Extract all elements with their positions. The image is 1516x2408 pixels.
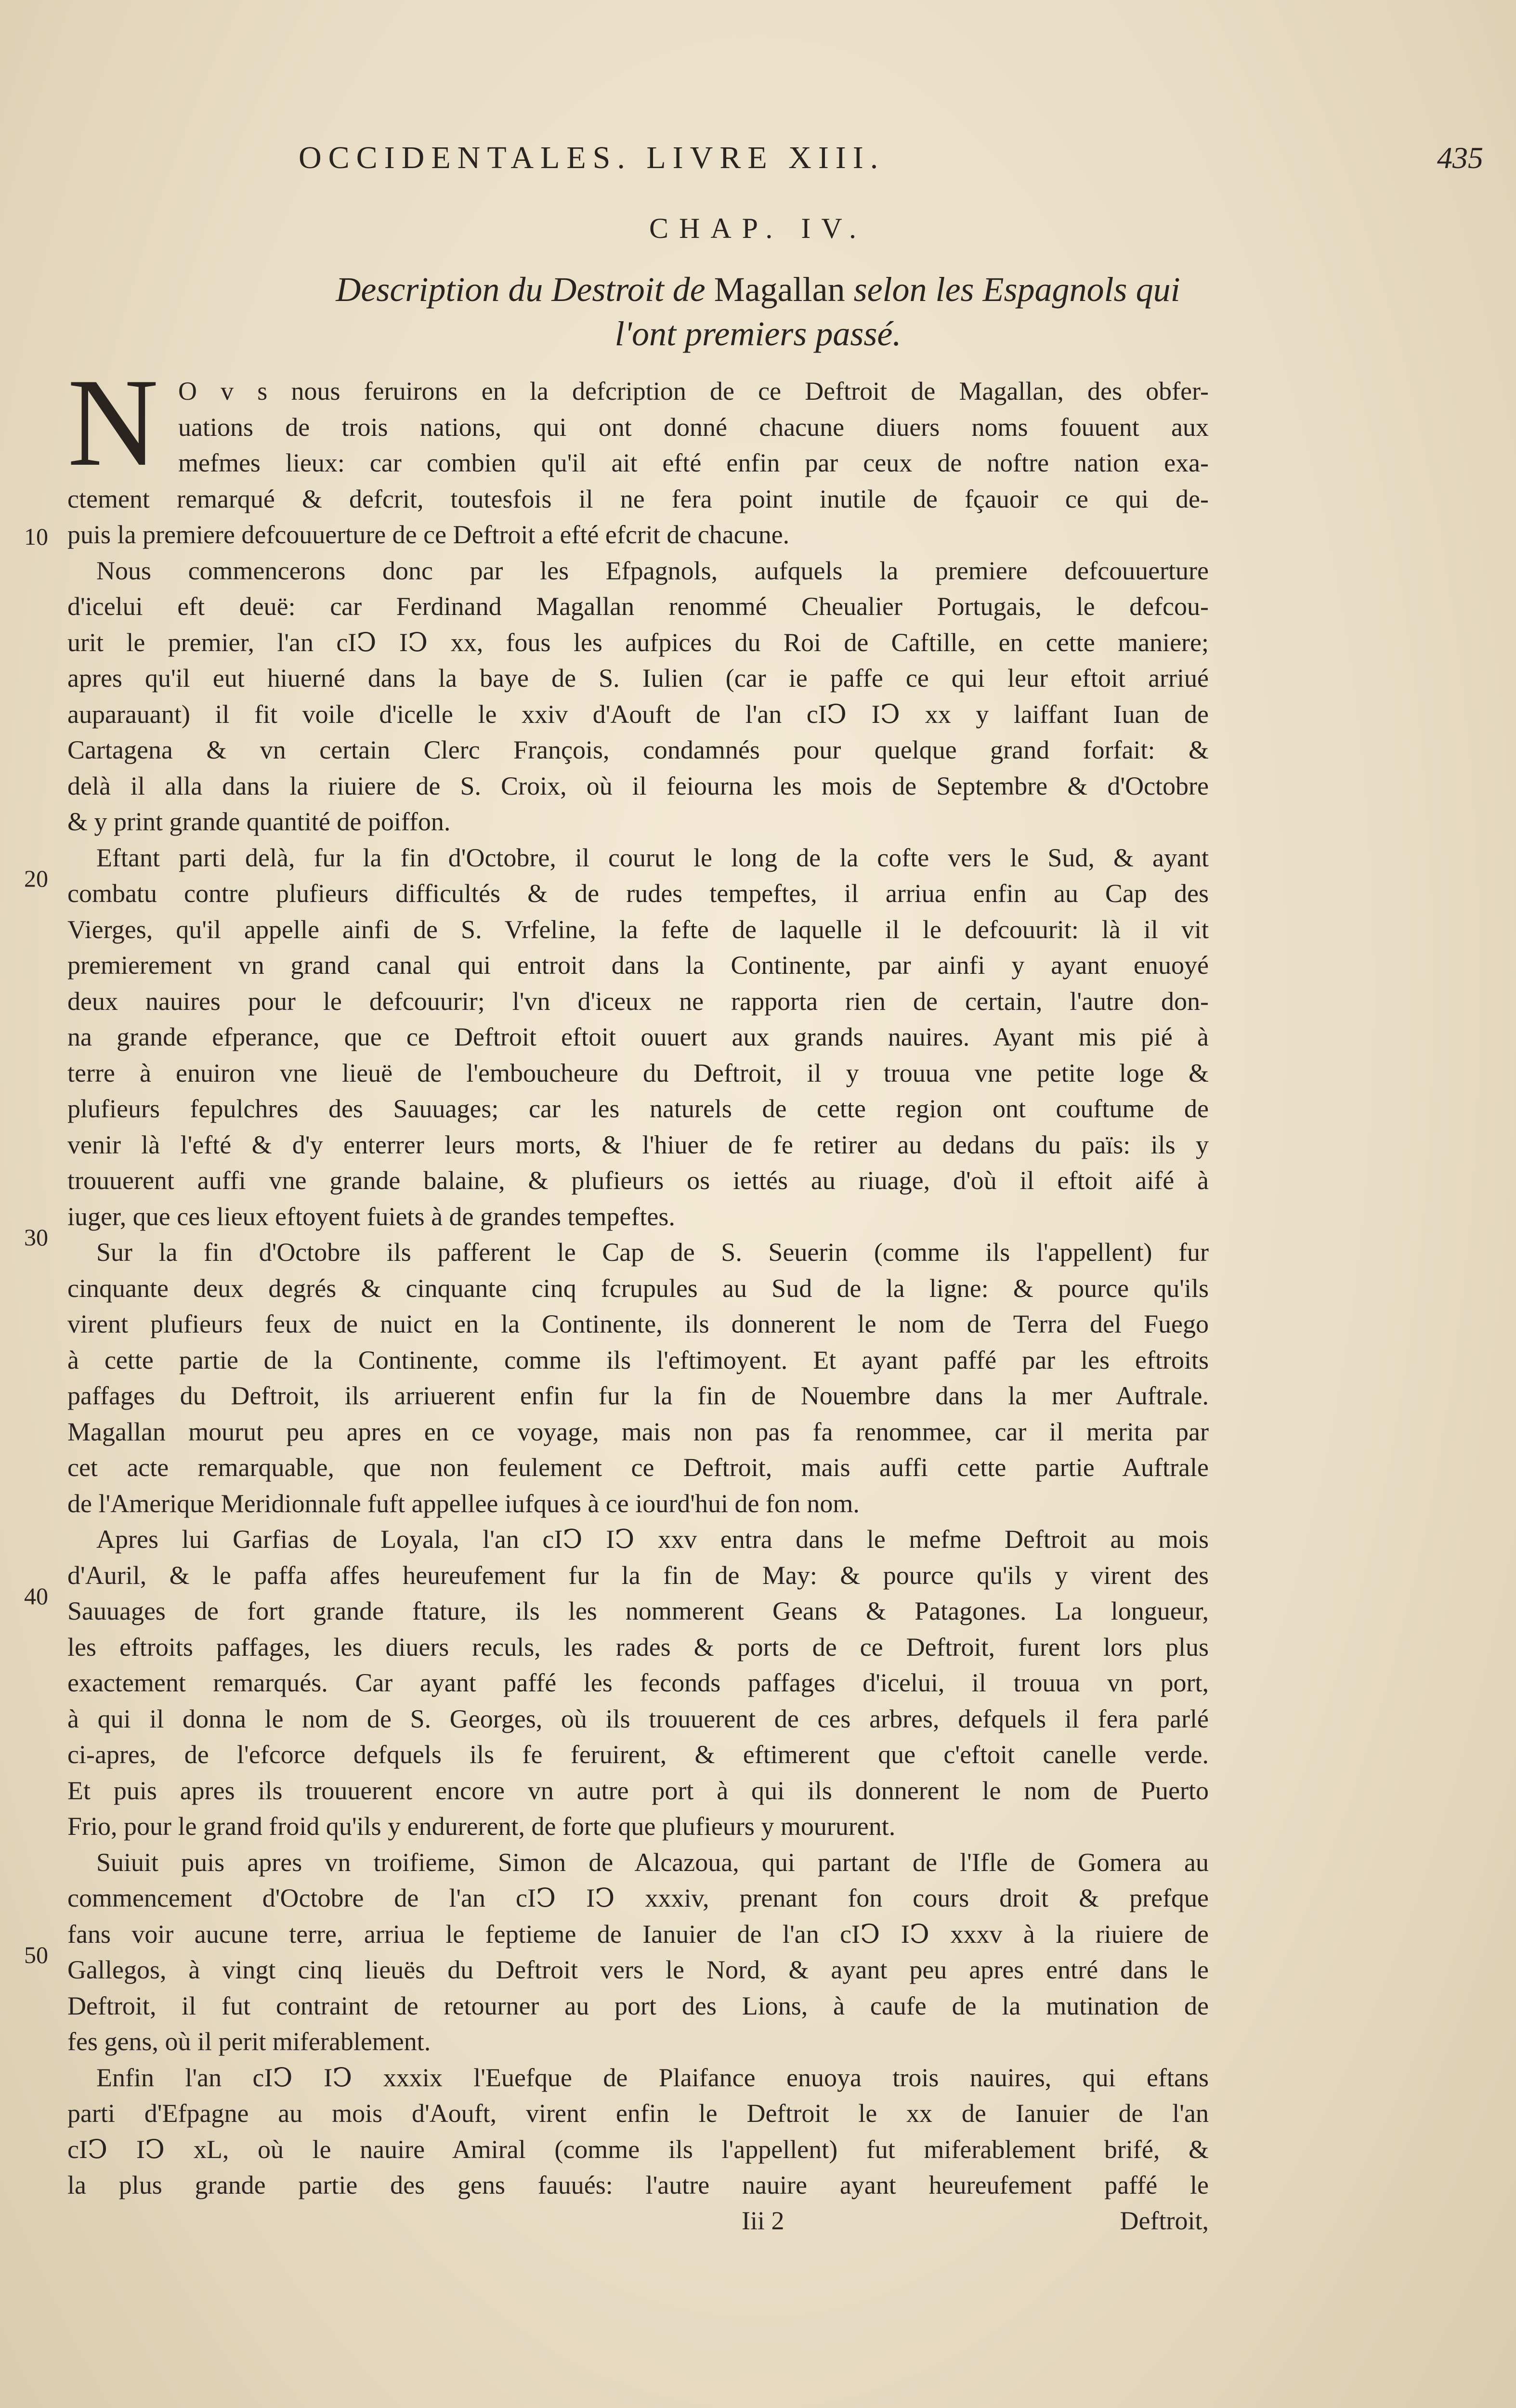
page-footer (67, 2206, 1209, 2244)
text-line: Vierges, qu'il appelle ainfi de S. Vrfeline, la fefte de laquelle il le defcouurit: là il vit (67, 915, 1209, 944)
text-line: urit le premier, l'an cIↃ IↃ xx, fous les aufpices du Roi de Caftille, en cette maniere; (67, 628, 1209, 657)
text-line: uations de trois nations, qui ont donné chacune diuers noms fouuent aux (178, 412, 1209, 442)
text-line: Deftroit, il fut contraint de retourner au port des Lions, à caufe de la mutination de (67, 1991, 1209, 2020)
text-line: d'Auril, & le paffa affes heureufement fur la fin de May: & pource qu'ils y virent des (67, 1560, 1209, 1590)
text-line: apres qu'il eut hiuerné dans la baye de S. Iulien (car ie paffe ce qui leur eftoit arriué (67, 664, 1209, 693)
text-line: fes gens, où il perit miferablement. (67, 2027, 431, 2056)
text-line: cet acte remarquable, que non feulement ce Deftroit, mais auffi cette partie Auftrale (67, 1453, 1209, 1482)
drop-cap: N (67, 353, 159, 492)
catchword: Deftroit, (1120, 2206, 1209, 2235)
text-line: Frio, pour le grand froid qu'ils y endurerent, de forte que plufieurs y moururent. (67, 1812, 896, 1841)
chapter-heading: CHAP. IV. (649, 212, 867, 244)
text-line: combatu contre plufieurs difficultés & de rudes tempeftes, il arriua enfin au Cap des (67, 879, 1209, 908)
text-line: Suiuit puis apres vn troifieme, Simon de Alcazoua, qui partant de l'Ifle de Gomera au (96, 1847, 1209, 1877)
text-line: iuger, que ces lieux eftoyent fuiets à de grandes tempeftes. (67, 1202, 675, 1231)
body-text (67, 373, 1209, 2203)
line-number: 10 (24, 523, 48, 550)
line-number: 40 (24, 1583, 48, 1610)
text-line: de l'Amerique Meridionnale fuft appellee iufques à ce iourd'hui de fon nom. (67, 1489, 860, 1518)
text-line: à qui il donna le nom de S. Georges, où ils trouuerent de ces arbres, defquels il fera parlé (67, 1704, 1209, 1733)
text-line: terre à enuiron vne lieuë de l'embouchеure du Deftroit, il y trouua vne petite loge & (67, 1058, 1209, 1087)
text-line: O v s nous feruirons en la defcription de ce Deftroit de Magallan, des obfer- (178, 377, 1209, 406)
chapter-title-name: Magallan (714, 270, 845, 309)
text-line: paffages du Deftroit, ils arriuerent enfin fur la fin de Nouembre dans la mer Auftrale. (67, 1381, 1209, 1410)
chapter-title (144, 267, 1372, 356)
chapter-title-part2: selon les Espagnols qui (853, 270, 1180, 309)
text-line: Nous commencerons donc par les Efpagnols, aufquels la premiere defcouuerture (96, 556, 1209, 585)
text-line: la plus grande partie des gens fauués: l'autre nauire ayant heureufement paffé le (67, 2171, 1209, 2199)
text-line: à cette partie de la Continente, comme ils l'eftimoyent. Et ayant paffé par les eftroits (67, 1345, 1209, 1374)
text-line: Eftant parti delà, fur la fin d'Octobre, il courut le long de la cofte vers le Sud, & ayant (96, 843, 1209, 872)
text-line: Et puis apres ils trouuerent encore vn autre port à qui ils donnerent le nom de Puerto (67, 1776, 1209, 1805)
chapter-title-part1: Description du Destroit de (336, 270, 706, 309)
text-line: parti d'Efpagne au mois d'Aouft, virent enfin le Deftroit le xx de Ianuier de l'an (67, 2099, 1209, 2128)
text-line: ci-apres, de l'efcorce defquels ils fe feruirent, & eftimerent que c'eftoit canelle verde. (67, 1740, 1209, 1769)
text-line: premierement vn grand canal qui entroit dans la Continente, par ainfi y ayant enuoyé (67, 951, 1209, 980)
running-head (299, 140, 1483, 197)
page-number: 435 (1437, 141, 1483, 175)
text-line: Enfin l'an cIↃ IↃ xxxix l'Euefque de Plaifance enuoya trois nauires, qui eftans (96, 2063, 1209, 2092)
text-line: auparauant) il fit voile d'icelle le xxiv d'Aouft de l'an cIↃ IↃ xx y laiffant Iuan de (67, 699, 1209, 729)
text-line: ctement remarqué & defcrit, toutesfois il ne fera point inutile de fçauoir ce qui de- (67, 484, 1209, 513)
text-line: deux nauires pour le defcouurir; l'vn d'iceux ne rapporta rien de certain, l'autre don- (67, 986, 1209, 1016)
text-line: cinquante deux degrés & cinquante cinq fcrupules au Sud de la ligne: & pource qu'ils (67, 1273, 1209, 1303)
text-line: venir là l'efté & d'y enterrer leurs morts, & l'hiuer de fe retirer au dedans du païs: ils y (67, 1130, 1209, 1159)
text-line: les eftroits paffages, les diuers reculs, les rades & ports de ce Deftroit, furent lors plus (67, 1632, 1209, 1662)
text-line: Magallan mourut peu apres en ce voyage, mais non pas fa renommee, car il merita par (67, 1417, 1209, 1446)
line-number: 30 (24, 1224, 48, 1251)
text-line: na grande efperance, que ce Deftroit eftoit ouuert aux grands nauires. Ayant mis pié à (67, 1022, 1209, 1051)
text-line: cIↃ IↃ xL, où le nauire Amiral (comme ils l'appellent) fut miferablement brifé, & (67, 2134, 1209, 2164)
text-line: Cartagena & vn certain Clerc François, condamnés pour quelque grand forfait: & (67, 735, 1209, 764)
line-number: 50 (24, 1941, 48, 1968)
text-line: puis la premiere defcouuerture de ce Deftroit a efté efcrit de chacune. (67, 520, 790, 549)
text-line: trouuerent auffi vne grande balaine, & plufieurs os iettés au riuage, d'où il eftoit aifé à (67, 1166, 1209, 1195)
text-line: delà il alla dans la riuiere de S. Croix, où il feiourna les mois de Septembre & d'Octobre (67, 771, 1209, 800)
text-line: Sur la fin d'Octobre ils pafferent le Cap de S. Seuerin (comme ils l'appellent) fur (96, 1238, 1209, 1267)
text-line: plufieurs fepulchres des Sauuages; car les naturels de cette region ont couftume de (67, 1094, 1209, 1123)
text-line: Apres lui Garfias de Loyala, l'an cIↃ IↃ xxv entra dans le mefme Deftroit au mois (96, 1525, 1209, 1554)
chapter-title-line2: l'ont premiers passé. (614, 314, 902, 353)
text-line: mefmes lieux: car combien qu'il ait efté enfin par ceux de noftre nation exa- (178, 448, 1209, 477)
text-line: d'icelui eft deuë: car Ferdinand Magallan renommé Cheualier Portugais, le defcou- (67, 592, 1209, 621)
text-line: & y print grande quantité de poiffon. (67, 807, 451, 836)
line-number: 20 (24, 865, 48, 892)
text-line: Gallegos, à vingt cinq lieuës du Deftroit vers le Nord, & ayant peu apres entré dans le (67, 1955, 1209, 1984)
text-line: virent plufieurs feux de nuict en la Continente, ils donnerent le nom de Terra del Fuego (67, 1309, 1209, 1338)
signature-mark: Iii 2 (742, 2206, 784, 2235)
text-line: exactement remarqués. Car ayant paffé les feconds paffages d'icelui, il trouua vn port, (67, 1668, 1209, 1697)
text-line: Sauuages de fort grande ftature, ils les nommerent Geans & Patagones. La longueur, (67, 1597, 1209, 1625)
text-line: fans voir aucune terre, arriua le feptieme de Ianuier de l'an cIↃ IↃ xxxv à la riuiere de (67, 1919, 1209, 1949)
text-line: commencement d'Octobre de l'an cIↃ IↃ xxxiv, prenant fon cours droit & prefque (67, 1884, 1209, 1912)
running-title: OCCIDENTALES. LIVRE XIII. (299, 140, 885, 175)
